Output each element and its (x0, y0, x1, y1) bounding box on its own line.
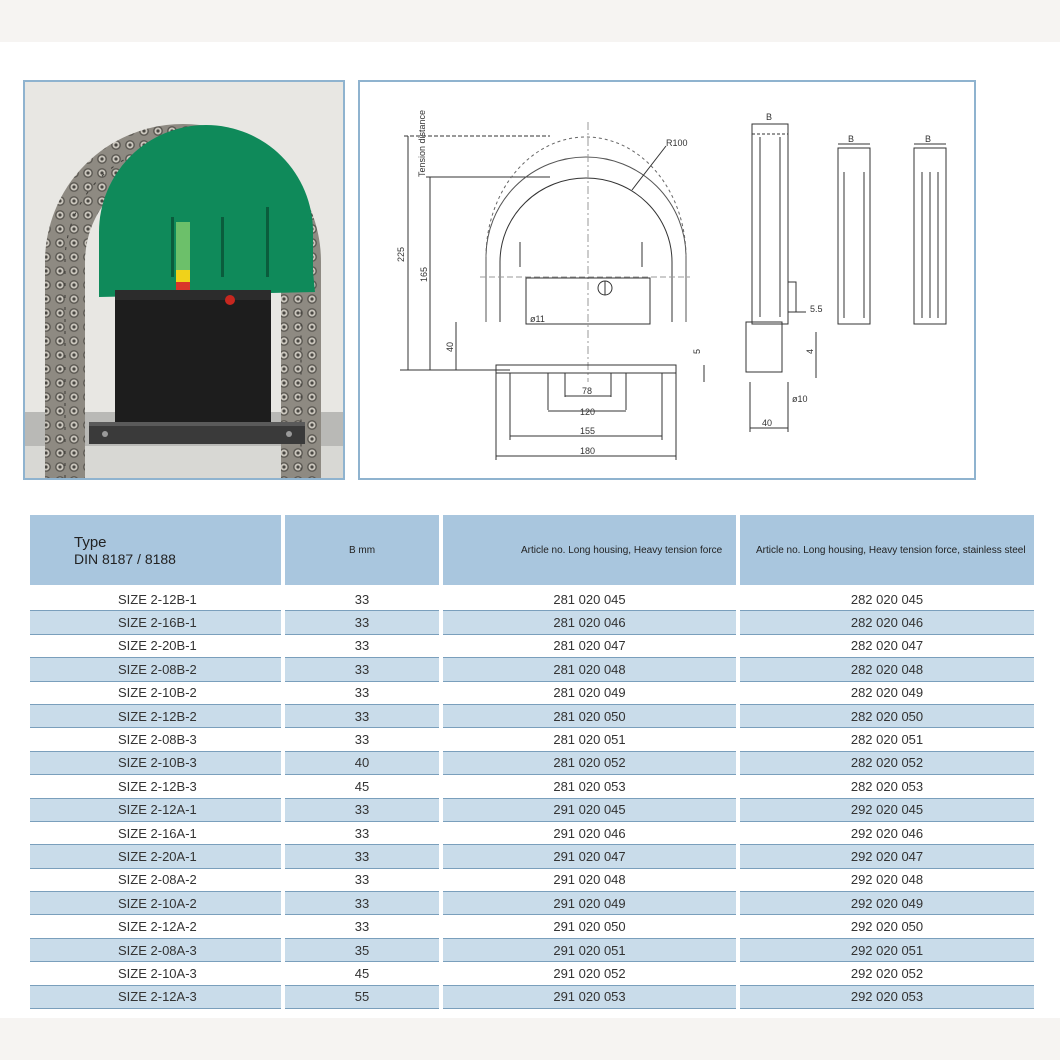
cell-article: 281 020 053 (443, 775, 736, 798)
cell-b-mm: 55 (285, 986, 439, 1009)
cell-stainless: 282 020 046 (740, 611, 1034, 634)
cell-article: 281 020 049 (443, 682, 736, 705)
cell-article: 291 020 048 (443, 869, 736, 892)
top-band (0, 0, 1060, 42)
cell-article: 291 020 051 (443, 939, 736, 962)
cell-stainless: 282 020 049 (740, 682, 1034, 705)
cell-article: 281 020 047 (443, 635, 736, 658)
cell-b-mm: 33 (285, 915, 439, 938)
dim-b-right1: B (848, 134, 855, 144)
cell-stainless: 292 020 052 (740, 962, 1034, 985)
cell-type: SIZE 2-08A-2 (30, 869, 281, 892)
cell-b-mm: 33 (285, 658, 439, 681)
table-row (30, 939, 1034, 962)
table-row (30, 915, 1034, 938)
cell-stainless: 282 020 051 (740, 728, 1034, 751)
cell-b-mm: 45 (285, 775, 439, 798)
header-stainless: Article no. Long housing, Heavy tension force, stainless steel (740, 515, 1034, 588)
cell-b-mm: 35 (285, 939, 439, 962)
dim-225: 225 (396, 246, 406, 262)
cell-stainless: 292 020 050 (740, 915, 1034, 938)
technical-drawing (358, 80, 976, 480)
cell-type: SIZE 2-10B-3 (30, 752, 281, 775)
cell-b-mm: 40 (285, 752, 439, 775)
black-housing (115, 290, 271, 430)
cell-type: SIZE 2-20B-1 (30, 635, 281, 658)
cell-type: SIZE 2-12B-2 (30, 705, 281, 728)
cell-stainless: 292 020 046 (740, 822, 1034, 845)
cell-b-mm: 33 (285, 705, 439, 728)
table-row (30, 799, 1034, 822)
table-row (30, 682, 1034, 705)
dim-5: 5 (692, 348, 702, 354)
cell-article: 291 020 049 (443, 892, 736, 915)
cell-b-mm: 45 (285, 962, 439, 985)
cell-b-mm: 33 (285, 892, 439, 915)
spec-table (26, 515, 1038, 1009)
cell-article: 291 020 050 (443, 915, 736, 938)
cell-stainless: 292 020 048 (740, 869, 1034, 892)
cell-b-mm: 33 (285, 822, 439, 845)
header-article: Article no. Long housing, Heavy tension force (443, 515, 736, 588)
table-row (30, 611, 1034, 634)
header-type-line2: DIN 8187 / 8188 (74, 550, 176, 567)
table-row (30, 775, 1034, 798)
indicator-green (176, 222, 190, 270)
dim-78: 78 (582, 386, 593, 396)
cell-b-mm: 33 (285, 635, 439, 658)
cell-type: SIZE 2-08B-2 (30, 658, 281, 681)
table-row (30, 635, 1034, 658)
cell-article: 281 020 051 (443, 728, 736, 751)
dim-180: 180 (580, 446, 596, 456)
cell-type: SIZE 2-12A-3 (30, 986, 281, 1009)
product-photo (23, 80, 345, 480)
cell-type: SIZE 2-20A-1 (30, 845, 281, 868)
cell-article: 281 020 050 (443, 705, 736, 728)
cell-type: SIZE 2-12A-2 (30, 915, 281, 938)
red-indicator-light (225, 295, 235, 305)
cell-stainless: 292 020 045 (740, 799, 1034, 822)
dim-phi10: ø10 (792, 394, 808, 404)
cell-b-mm: 33 (285, 682, 439, 705)
cell-stainless: 282 020 045 (740, 588, 1034, 611)
dim-165: 165 (419, 266, 429, 282)
cell-article: 281 020 046 (443, 611, 736, 634)
dim-40: 40 (445, 341, 455, 352)
dim-phi11: ø11 (530, 314, 545, 324)
bottom-band (0, 1018, 1060, 1060)
cell-article: 281 020 048 (443, 658, 736, 681)
cell-b-mm: 33 (285, 799, 439, 822)
cell-stainless: 282 020 050 (740, 705, 1034, 728)
cell-article: 281 020 052 (443, 752, 736, 775)
cell-b-mm: 33 (285, 869, 439, 892)
dim-120: 120 (580, 407, 596, 417)
table-header-row (30, 515, 1034, 588)
cell-b-mm: 33 (285, 845, 439, 868)
cell-stainless: 282 020 048 (740, 658, 1034, 681)
cell-article: 291 020 053 (443, 986, 736, 1009)
cell-type: SIZE 2-16A-1 (30, 822, 281, 845)
cell-type: SIZE 2-10A-2 (30, 892, 281, 915)
cell-type: SIZE 2-12B-3 (30, 775, 281, 798)
cell-article: 291 020 047 (443, 845, 736, 868)
header-type-line1: Type (74, 533, 107, 551)
cell-type: SIZE 2-10A-3 (30, 962, 281, 985)
table-row (30, 869, 1034, 892)
cell-article: 291 020 045 (443, 799, 736, 822)
cell-stainless: 282 020 047 (740, 635, 1034, 658)
cell-b-mm: 33 (285, 611, 439, 634)
cell-type: SIZE 2-12A-1 (30, 799, 281, 822)
label-tension-distance: Tension distance (417, 109, 427, 177)
table-row (30, 845, 1034, 868)
dim-r100: R100 (666, 138, 688, 148)
cell-type: SIZE 2-10B-2 (30, 682, 281, 705)
cell-type: SIZE 2-08B-3 (30, 728, 281, 751)
cell-type: SIZE 2-12B-1 (30, 588, 281, 611)
table-row (30, 822, 1034, 845)
dim-5-5: 5.5 (810, 304, 823, 314)
cell-b-mm: 33 (285, 588, 439, 611)
cell-type: SIZE 2-08A-3 (30, 939, 281, 962)
table-row (30, 705, 1034, 728)
table-row (30, 892, 1034, 915)
table-row (30, 962, 1034, 985)
cell-stainless: 292 020 053 (740, 986, 1034, 1009)
dim-40-side: 40 (762, 418, 773, 428)
cell-type: SIZE 2-16B-1 (30, 611, 281, 634)
table-row (30, 986, 1034, 1009)
dim-155: 155 (580, 426, 596, 436)
table-row (30, 752, 1034, 775)
cell-b-mm: 33 (285, 728, 439, 751)
dim-b-right2: B (925, 134, 932, 144)
dim-b-side: B (766, 112, 773, 122)
table-row (30, 588, 1034, 611)
header-type (30, 515, 281, 588)
cell-article: 291 020 052 (443, 962, 736, 985)
indicator-yellow (176, 270, 190, 282)
table-row (30, 658, 1034, 681)
table-row (30, 728, 1034, 751)
dim-4: 4 (805, 348, 815, 354)
cell-stainless: 292 020 051 (740, 939, 1034, 962)
cell-article: 281 020 045 (443, 588, 736, 611)
cell-stainless: 292 020 047 (740, 845, 1034, 868)
cell-stainless: 292 020 049 (740, 892, 1034, 915)
cell-stainless: 282 020 052 (740, 752, 1034, 775)
cell-stainless: 282 020 053 (740, 775, 1034, 798)
cell-article: 291 020 046 (443, 822, 736, 845)
header-b-mm: B mm (285, 515, 439, 588)
